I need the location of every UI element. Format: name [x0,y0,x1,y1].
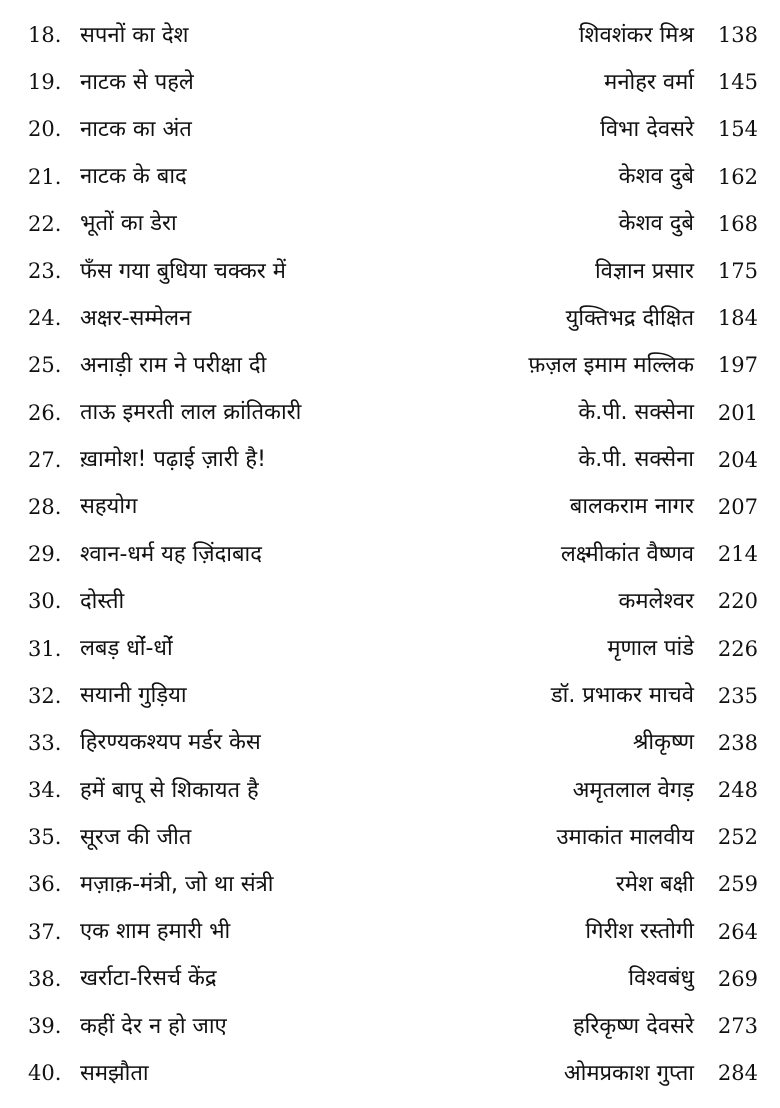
toc-entry [0,814,780,861]
entry-page: 273 [717,1014,758,1039]
toc-entry [0,59,780,106]
entry-title: ख़ामोश! पढ़ाई ज़ारी है! [80,447,266,473]
entry-page: 226 [717,636,758,661]
toc-entry [0,720,780,767]
entry-author: रमेश बक्षी [615,871,694,897]
entry-title: खर्राटा-रिसर्च केंद्र [80,966,217,992]
toc-entry [0,578,780,625]
toc-entry [0,956,780,1003]
entry-author: विभा देवसरे [600,116,694,142]
entry-number: 39. [28,1014,62,1039]
entry-author: मृणाल पांडे [607,636,694,662]
entry-page: 201 [717,400,758,425]
entry-number: 38. [28,966,62,991]
entry-number: 24. [28,306,62,331]
entry-author: केशव दुबे [618,211,694,237]
entry-author: लक्ष्मीकांत वैष्णव [560,541,694,567]
toc-entry [0,625,780,672]
toc-entry [0,1003,780,1050]
entry-title: अक्षर-सम्मेलन [80,305,192,331]
toc-entry [0,1050,780,1097]
entry-author: हरिकृष्ण देवसरे [572,1013,694,1039]
entry-page: 284 [717,1061,758,1086]
entry-title: कहीं देर न हो जाए [80,1013,227,1039]
entry-page: 238 [717,730,758,755]
entry-number: 23. [28,259,62,284]
entry-author: उमाकांत मालवीय [556,824,694,850]
entry-title: श्वान-धर्म यह ज़िंदाबाद [80,541,262,567]
entry-author: के.पी. सक्सेना [578,447,694,473]
entry-number: 30. [28,589,62,614]
entry-author: डॉ. प्रभाकर माचवे [550,683,694,709]
toc-entry [0,106,780,153]
entry-page: 264 [717,919,758,944]
entry-title: हमें बापू से शिकायत है [80,777,259,803]
entry-page: 207 [717,494,758,519]
entry-author: युक्तिभद्र दीक्षित [565,305,694,331]
entry-title: सपनों का देश [80,22,189,48]
entry-number: 40. [28,1061,62,1086]
entry-title: नाटक के बाद [80,164,187,190]
toc-entry [0,767,780,814]
toc-entry [0,248,780,295]
entry-page: 214 [717,542,758,567]
entry-page: 235 [717,683,758,708]
toc-entry [0,673,780,720]
entry-page: 184 [717,306,758,331]
entry-author: अमृतलाल वेगड़ [572,777,694,803]
entry-number: 22. [28,211,62,236]
toc-entry [0,484,780,531]
entry-page: 162 [717,164,758,189]
entry-title: हिरण्यकश्यप मर्डर केस [80,730,261,756]
entry-number: 21. [28,164,62,189]
entry-title: दोस्ती [80,588,125,614]
entry-author: मनोहर वर्मा [604,69,694,95]
entry-number: 34. [28,778,62,803]
toc-entry [0,295,780,342]
toc-entry [0,861,780,908]
toc-entry [0,437,780,484]
toc-entry [0,531,780,578]
entry-title: ताऊ इमरती लाल क्रांतिकारी [80,400,302,426]
entry-author: शिवशंकर मिश्र [578,22,694,48]
toc-entry [0,154,780,201]
entry-page: 197 [717,353,758,378]
entry-number: 26. [28,400,62,425]
entry-title: सूरज की जीत [80,824,192,850]
entry-title: सहयोग [80,494,138,520]
entry-page: 145 [717,70,758,95]
entry-author: ओमप्रकाश गुप्ता [563,1060,694,1086]
entry-page: 138 [717,23,758,48]
entry-author: केशव दुबे [618,164,694,190]
entry-title: लबड़ धोंं-धोंं [80,636,173,662]
entry-title: फँस गया बुधिया चक्कर में [80,258,286,284]
entry-page: 204 [717,447,758,472]
entry-title: समझौता [80,1060,149,1086]
toc-entry [0,201,780,248]
entry-page: 175 [717,259,758,284]
entry-author: बालकराम नागर [569,494,694,520]
entry-number: 37. [28,919,62,944]
entry-title: नाटक से पहले [80,69,194,95]
entry-title: भूतों का डेरा [80,211,177,237]
entry-page: 269 [717,966,758,991]
toc-entry [0,390,780,437]
entry-page: 220 [717,589,758,614]
entry-number: 31. [28,636,62,661]
entry-author: कमलेश्वर [618,588,694,614]
entry-number: 32. [28,683,62,708]
entry-title: एक शाम हमारी भी [80,919,231,945]
toc-entry [0,12,780,59]
entry-number: 35. [28,825,62,850]
entry-page: 259 [717,872,758,897]
entry-number: 18. [28,23,62,48]
toc-entry [0,342,780,389]
entry-number: 20. [28,117,62,142]
entry-author: श्रीकृष्ण [632,730,694,756]
entry-page: 168 [717,211,758,236]
entry-title: अनाड़ी राम ने परीक्षा दी [80,352,267,378]
entry-author: गिरीश रस्तोगी [585,919,694,945]
entry-author: के.पी. सक्सेना [578,400,694,426]
entry-number: 25. [28,353,62,378]
entry-title: मज़ाक़-मंत्री, जो था संत्री [80,871,274,897]
entry-number: 33. [28,730,62,755]
entry-page: 252 [717,825,758,850]
entry-title: सयानी गुड़िया [80,683,187,709]
entry-number: 19. [28,70,62,95]
entry-author: विश्वबंधु [628,966,694,992]
entry-author: फ़ज़ल इमाम मल्लिक [528,352,694,378]
toc-entry [0,909,780,956]
table-of-contents [0,12,780,1097]
entry-number: 28. [28,494,62,519]
entry-number: 36. [28,872,62,897]
entry-page: 154 [717,117,758,142]
entry-number: 27. [28,447,62,472]
entry-title: नाटक का अंत [80,116,192,142]
entry-number: 29. [28,542,62,567]
entry-author: विज्ञान प्रसार [594,258,694,284]
entry-page: 248 [717,778,758,803]
